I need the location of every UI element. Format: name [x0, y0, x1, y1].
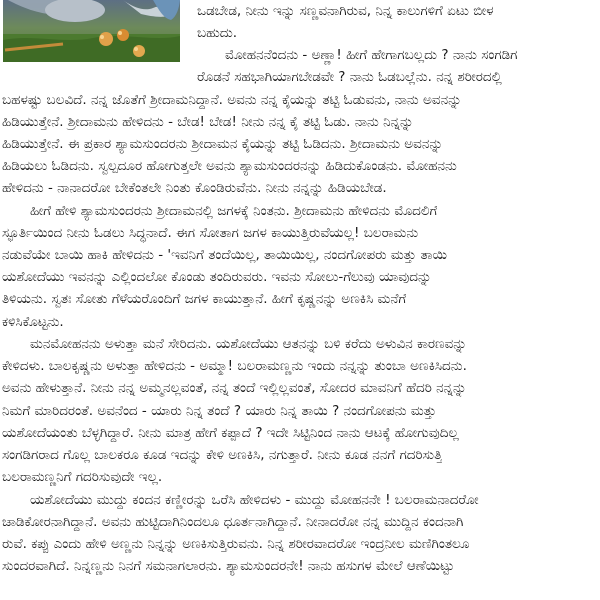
text-line: ಹಿಡಿಯಲು ಓಡಿದನು. ಸ್ವಲ್ಪದೂರ ಹೋಗುತ್ತಲೇ ಅವನು ಶ್ಯಾಮಸುಂದರನನ್ನು ಹಿಡಿದುಕೊಂಡನು. ಮೋಹನನು	[2, 158, 457, 174]
text-line: ರುವೆ. ಕಪ್ಪು ಎಂದು ಹೇಳಿ ಅಣ್ಣನು ನಿನ್ನನ್ನು ಅಣಕಿಸುತ್ತಿರುವನು. ನಿನ್ನ ಶರೀರವಾದರೋ ಇಂದ್ರನೀಲ ಮಣಿಗಿಂತಲೂ	[2, 536, 470, 552]
text-line: ಯಶೋದೆಯು ಇವನನ್ನು ಎಲ್ಲಿಂದಲೋ ಕೊಂಡು ತಂದಿರುವರು. ಇವನು ಸೋಲು-ಗೆಲುವು ಯಾವುದನ್ನು	[2, 269, 432, 285]
text-line: ಹಿಡಿಯುತ್ತೇನೆ. ಶ್ರೀದಾಮನು ಹೇಳಿದನು - ಬೇಡ! ಬೇಡ! ನೀನು ನನ್ನ ಕೈ ತಟ್ಟಿ ಓಡು. ನಾನು ನಿನ್ನನ್ನು	[2, 114, 414, 130]
text-line: ಬಲರಾಮಣ್ಣನಿಗೆ ಗದರಿಸುವುದೇ ಇಲ್ಲ.	[2, 469, 163, 485]
illustration-art	[3, 0, 180, 62]
text-line: ಅವನು ಹೇಳುತ್ತಾನೆ. ನೀನು ನನ್ನ ಅಮ್ಮನಲ್ಲವಂತೆ, ನನ್ನ ತಂದೆ ಇಲ್ಲಿಲ್ಲವಂತೆ, ಸೋದರ ಮಾವನಿಗೆ ಹೆದರಿ ನನ್ನನ್ನು	[2, 380, 467, 396]
text-line: ಒಡಬೇಡ, ನೀನು ಇನ್ನು ಸಣ್ಣವನಾಗಿರುವ, ನಿನ್ನ ಕಾಲುಗಳಿಗೆ ಏಟು ಬೀಳ	[197, 3, 494, 19]
text-line: ಮನಮೋಹನನು ಅಳುತ್ತಾ ಮನೆ ಸೇರಿದನು. ಯಶೋದೆಯು ಆತನನ್ನು ಬಳಿ ಕರೆದು ಅಳುವಿನ ಕಾರಣವನ್ನು	[30, 336, 467, 352]
text-line: ಸುಂದರವಾಗಿದೆ. ನಿನ್ನಣ್ಣನು ನಿನಗೆ ಸಮನಾಗಲಾರನು. ಶ್ಯಾಮಸುಂದರನೇ! ನಾನು ಹಸುಗಳ ಮೇಲೆ ಆಣೆಯಿಟ್ಟು	[2, 558, 455, 574]
text-line: ರೊಡನೆ ಸಹಭಾಗಿಯಾಗಬೇಡವೇ ? ನಾನು ಓಡಬಲ್ಲೆನು. ನನ್ನ ಶರೀರದಲ್ಲಿ	[197, 69, 502, 85]
text-line: ಹಿಡಿಯುತ್ತೇನೆ. ಈ ಪ್ರಕಾರ ಶ್ಯಾಮಸುಂದರನು ಶ್ರೀದಾಮನ ಕೈಯನ್ನು ತಟ್ಟಿ ಓಡಿದನು. ಶ್ರೀದಾಮನು ಅವನನ್ನು	[2, 136, 443, 152]
text-line: ಹೀಗೆ ಹೇಳಿ ಶ್ಯಾಮಸುಂದರನು ಶ್ರೀದಾಮನಲ್ಲಿ ಜಗಳಕ್ಕೆ ನಿಂತನು. ಶ್ರೀದಾಮನು ಹೇಳಿದನು ಮೊದಲಿಗೆ	[30, 203, 438, 219]
krishna-illustration	[3, 0, 180, 62]
text-line: ಕಳಿಸಿಕೊಟ್ಟನು.	[2, 314, 64, 330]
text-line: ಚಾಡಿಕೋರನಾಗಿದ್ದಾನೆ. ಅವನು ಹುಟ್ಟಿದಾಗಿನಿಂದಲೂ ಧೂರ್ತನಾಗಿದ್ದಾನೆ. ನೀನಾದರೋ ನನ್ನ ಮುದ್ದಿನ ಕಂದನಾಗಿ	[2, 514, 464, 530]
text-line: ನಡುವೆಯೇ ಬಾಯಿ ಹಾಕಿ ಹೇಳಿದನು - 'ಇವನಿಗೆ ತಂದೆಯಿಲ್ಲ, ತಾಯಿಯಿಲ್ಲ, ನಂದಗೋಪರು ಮತ್ತು ತಾಯಿ	[2, 247, 447, 263]
text-line: ಮೋಹನನೆಂದನು - ಅಣ್ಣಾ! ಹೀಗೆ ಹೇಗಾಗಬಲ್ಲದು ? ನಾನು ಸಂಗಡಿಗ	[225, 47, 518, 63]
text-line: ಹೇಳಿದನು - ನಾನಾದರೋ ಬೇಕೆಂತಲೇ ನಿಂತು ಕೊಂಡಿರುವೆನು. ನೀನು ನನ್ನನ್ನು ಹಿಡಿಯಬೇಡ.	[2, 180, 387, 196]
text-line: ಯಶೋದೆಯಂತು ಬೆಳ್ಳಗಿದ್ದಾರೆ. ನೀನು ಮಾತ್ರ ಹೇಗೆ ಕಪ್ಪಾದೆ ? ಇದೇ ಸಿಟ್ಟಿನಿಂದ ನಾನು ಆಟಕ್ಕೆ ಹೋಗುವುದಿಲ್ಲ	[2, 425, 459, 441]
text-line: ಬಹುದು.	[197, 25, 238, 41]
text-line: ಯಶೋದೆಯು ಮುದ್ದು ಕಂದನ ಕಣ್ಣೀರನ್ನು ಒರೆಸಿ ಹೇಳಿದಳು - ಮುದ್ದು ಮೋಹನನೇ ! ಬಲರಾಮನಾದರೋ	[30, 492, 479, 508]
text-line: ನಿಮಗೆ ಮಾರಿದರಂತೆ. ಅವನೆಂದ - ಯಾರು ನಿನ್ನ ತಂದೆ ? ಯಾರು ನಿನ್ನ ತಾಯಿ ? ನಂದಗೋಪನು ಮತ್ತು	[2, 403, 437, 419]
text-line: ತಿಳಿಯನು. ಸ್ವತಃ ಸೋತು ಗೆಳೆಯರೊಂದಿಗೆ ಜಗಳ ಕಾಯುತ್ತಾನೆ. ಹೀಗೆ ಕೃಷ್ಣನನ್ನು ಅಣಕಿಸಿ ಮನೆಗೆ	[2, 291, 407, 307]
text-line: ಸ್ಫೂರ್ತಿಯಿಂದ ನೀನು ಓಡಲು ಸಿದ್ಧನಾದೆ. ಈಗ ಸೋತಾಗ ಜಗಳ ಕಾಯುತ್ತಿರುವೆಯಲ್ಲ! ಬಲರಾಮನು	[2, 225, 419, 241]
text-line: ಸಂಗಡಿಗರಾದ ಗೊಲ್ಲ ಬಾಲಕರೂ ಕೂಡ ಇದನ್ನು ಕೇಳಿ ಅಣಕಿಸಿ, ನಗುತ್ತಾರೆ. ನೀನು ಕೂಡ ನನಗೆ ಗದರಿಸುತ್ತಿ	[2, 447, 443, 463]
text-line: ಕೇಳಿದಳು. ಬಾಲಕೃಷ್ಣನು ಅಳುತ್ತಾ ಹೇಳಿದನು - ಅಮ್ಮಾ! ಬಲರಾಮಣ್ಣನು ಇಂದು ನನ್ನನ್ನು ತುಂಬಾ ಅಣಕಿಸಿದನು.	[2, 358, 467, 374]
text-line: ಬಹಳಷ್ಟು ಬಲವಿದೆ. ನನ್ನ ಜೊತೆಗೆ ಶ್ರೀದಾಮನಿದ್ದಾನೆ. ಅವನು ನನ್ನ ಕೈಯನ್ನು ತಟ್ಟಿ ಓಡುವನು, ನಾನು ಅವನನ್ನು	[2, 92, 462, 108]
